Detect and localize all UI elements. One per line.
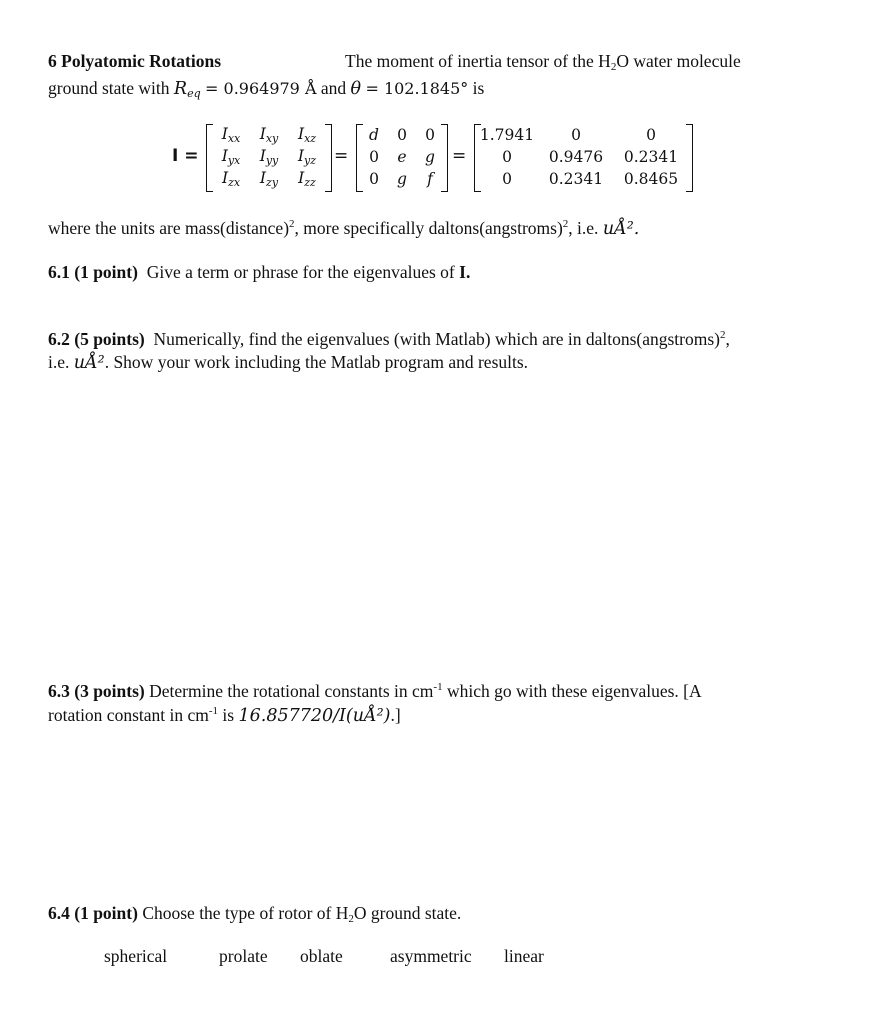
m-let-cell-0-1: 0	[397, 126, 407, 144]
m-let-cell-0-0: d	[369, 126, 379, 144]
m-let-cell-2-0: 0	[369, 170, 379, 188]
equals-2: =	[452, 146, 467, 166]
option-spherical[interactable]: spherical	[104, 946, 168, 966]
equals-1: =	[334, 146, 349, 166]
question-6-3-line-2: rotation constant in $cm^{-1}$ is 16.857720/I(uÅ²).]	[48, 705, 401, 726]
m-num-cell-1-2: 0.2341	[623, 148, 679, 166]
option-oblate[interactable]: oblate	[300, 946, 343, 966]
m-let-cell-0-2: 0	[425, 126, 435, 144]
m-let-cell-1-1: e	[397, 148, 407, 166]
intro-text: The moment of inertia tensor of the $H_2O$ water molecule	[345, 51, 741, 73]
question-6-2-line-1: 6.2 (5 points) Numerically, find the eigenvalues (with Matlab) which are in daltons(angstroms)$^2$,	[48, 329, 730, 349]
numeric-matrix	[476, 124, 688, 190]
m-num-cell-2-1: 0.2341	[548, 170, 604, 188]
option-linear[interactable]: linear	[504, 946, 544, 966]
m-num-cell-1-1: 0.9476	[548, 148, 604, 166]
m-let-cell-1-2: g	[425, 148, 435, 166]
m-let-cell-2-1: g	[397, 170, 407, 188]
m-let-cell-2-2: f	[427, 170, 433, 188]
symbolic-matrix	[212, 124, 326, 190]
question-6-3-line-1: 6.3 (3 points) Determine the rotational constants in $cm^{-1}$ which go with these eigenvalues. [A	[48, 681, 702, 701]
m-let-cell-1-0: 0	[369, 148, 379, 166]
m-num-cell-2-2: 0.8465	[623, 170, 679, 188]
option-prolate[interactable]: prolate	[219, 946, 268, 966]
m-sym-cell-2-2: $I_{zz}$	[298, 169, 316, 189]
letter-matrix	[360, 124, 444, 190]
m-sym-cell-1-0: $I_{yx}$	[221, 147, 241, 167]
m-num-cell-1-0: 0	[502, 148, 512, 166]
units-line: where the units are mass(distance)$^2$, more specifically daltons(angstroms)$^2$, i.e. uÅ².	[48, 218, 640, 239]
question-6-4: 6.4 (1 point) Choose the type of rotor of $H_2O$ ground state.	[48, 903, 462, 925]
m-sym-cell-1-2: $I_{yz}$	[297, 147, 317, 167]
m-sym-cell-1-1: $I_{yy}$	[259, 147, 279, 167]
question-6-2-line-2: i.e. uÅ². Show your work including the Matlab program and results.	[48, 352, 529, 373]
m-sym-cell-0-1: $I_{xy}$	[259, 125, 279, 145]
m-num-cell-0-1: 0	[571, 126, 581, 144]
problem-title: 6 Polyatomic Rotations	[48, 51, 222, 71]
tensor-lhs: I =	[172, 146, 199, 166]
m-sym-cell-0-2: $I_{xz}$	[297, 125, 317, 145]
m-sym-cell-2-1: $I_{zy}$	[259, 169, 279, 189]
m-sym-cell-2-0: $I_{zx}$	[221, 169, 241, 189]
m-num-cell-2-0: 0	[502, 170, 512, 188]
m-sym-cell-0-0: $I_{xx}$	[221, 125, 241, 145]
option-asymmetric[interactable]: asymmetric	[390, 946, 472, 966]
ground-state-line: ground state with $R_{eq} = 0.964979$ Å and θ = 102.1845° is	[48, 78, 485, 100]
m-num-cell-0-2: 0	[646, 126, 656, 144]
m-num-cell-0-0: 1.7941	[479, 126, 535, 144]
question-6-1: 6.1 (1 point) Give a term or phrase for the eigenvalues of I.	[48, 262, 471, 282]
